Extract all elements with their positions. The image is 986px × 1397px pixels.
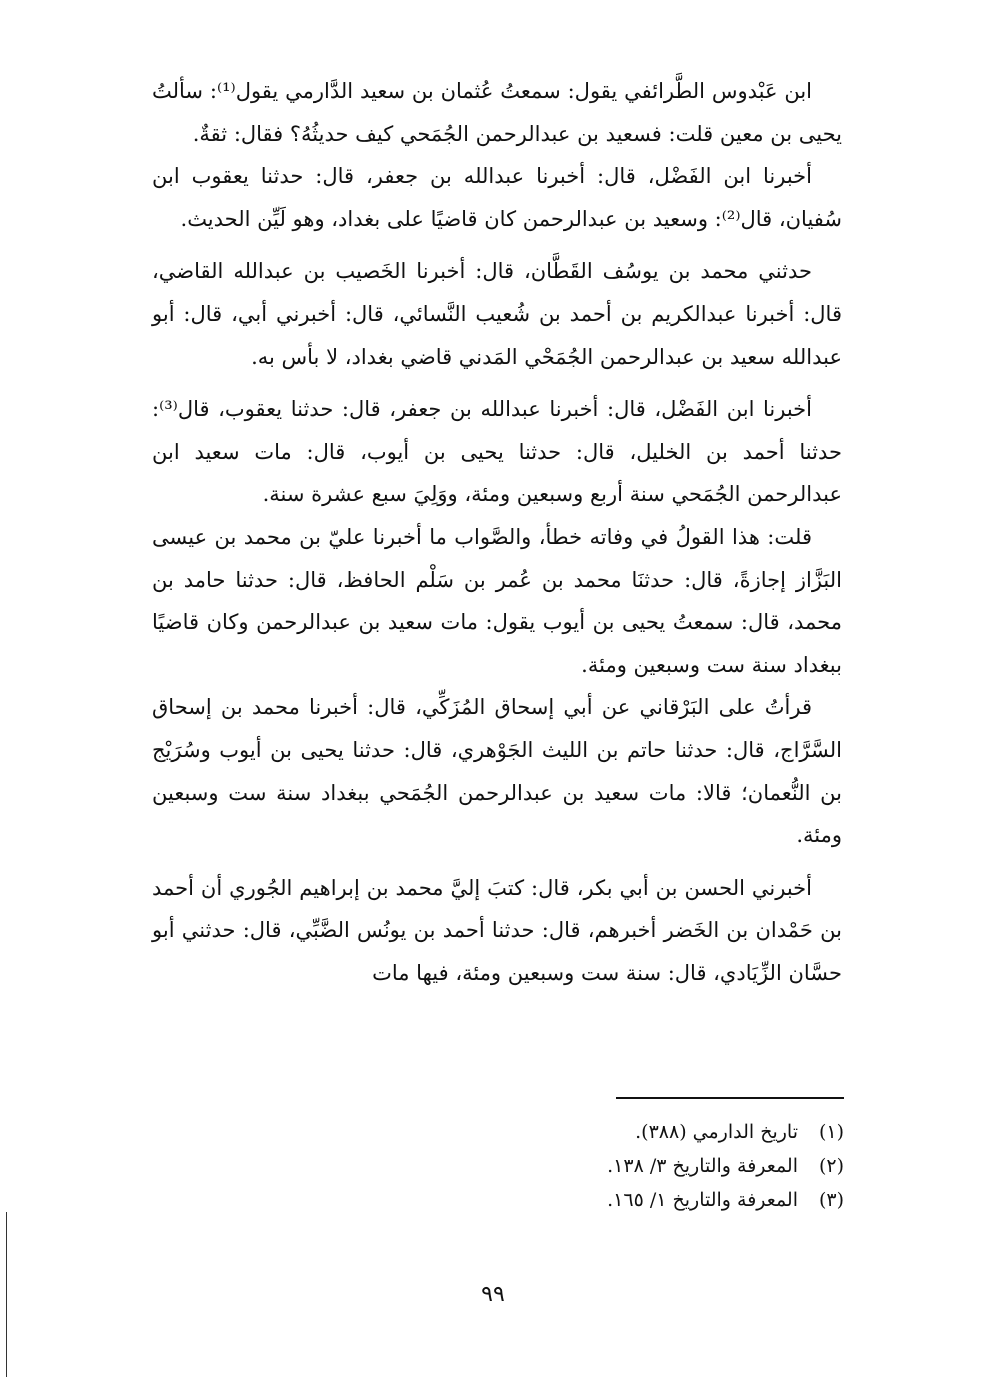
- footnote-number: (٢): [818, 1155, 844, 1177]
- footnote-text: تاريخ الدارمي (٣٨٨).: [635, 1121, 798, 1143]
- page-number: ٩٩: [481, 1282, 505, 1307]
- footnote-3: [400, 1183, 844, 1217]
- footnote-number: (١): [818, 1121, 844, 1143]
- paragraph-2: أخبرنا ابن الفَضْل، قال: أخبرنا عبدالله بن جعفر، قال: حدثنا يعقوب ابن سُفيان، قال⁽²⁾: وسعيد بن عبدالرحمن كان قاضيًا على بغداد، وهو لَيِّن الحديث.: [152, 164, 842, 231]
- footnote-divider: [616, 1097, 844, 1099]
- paragraph-3: حدثني محمد بن يوسُف القَطَّان، قال: أخبرنا الخَصيب بن عبدالله القاضي، قال: أخبرنا عبدالكريم بن أحمد بن شُعيب النَّسائي، قال: أخبرني أبي، قال: أبو عبدالله سعيد بن عبدالرحمن الجُمَحْي المَدني قاضي بغداد، لا بأس به.: [152, 259, 842, 369]
- footnote-1: [400, 1115, 844, 1149]
- main-text: [152, 70, 842, 994]
- paragraph-4: أخبرنا ابن الفَضْل، قال: أخبرنا عبدالله بن جعفر، قال: حدثنا يعقوب، قال⁽³⁾: حدثنا أحمد بن الخليل، قال: حدثنا يحيى بن أيوب، قال: مات سعيد ابن عبدالرحمن الجُمَحي سنة أربع وسبعين ومئة، ووَلِيَ سبع عشرة سنة.: [152, 397, 842, 507]
- paragraph-7: أخبرني الحسن بن أبي بكر، قال: كتبَ إليَّ محمد بن إبراهيم الجُوري أن أحمد بن حَمْدان بن الخَضر أخبرهم، قال: حدثنا أحمد بن يونُس الضَّبِّي، قال: حدثني أبو حسَّان الزِّيَادي، قال: سنة ست وسبعين ومئة، فيها مات: [152, 875, 842, 985]
- margin-line: [6, 1212, 7, 1377]
- paragraph-5: قلت: هذا القولُ في وفاته خطأ، والصَّواب ما أخبرنا عليّ بن محمد بن عيسى البَزَّاز إجازةً، قال: حدثنَا محمد بن عُمر بن سَلْم الحافظ، قال: حدثنا حامد بن محمد، قال: سمعتُ يحيى بن أيوب يقول: مات سعيد بن عبدالرحمن وكان قاضيًا ببغداد سنة ست وسبعين ومئة.: [152, 524, 842, 677]
- footnote-2: [400, 1149, 844, 1183]
- footnote-text: المعرفة والتاريخ ١/ ١٦٥.: [607, 1189, 798, 1211]
- footnotes: [400, 1115, 844, 1217]
- paragraph-6: قرأتُ على البَرْقاني عن أبي إسحاق المُزَكِّي، قال: أخبرنا محمد بن إسحاق السَّرَّاج، قال: حدثنا حاتم بن الليث الجَوْهري، قال: حدثنا يحيى بن أيوب وسُرَيْج بن النُّعمان؛ قالا: مات سعيد بن عبدالرحمن الجُمَحي ببغداد سنة ست وسبعين ومئة.: [152, 695, 842, 848]
- footnote-text: المعرفة والتاريخ ٣/ ١٣٨.: [607, 1155, 798, 1177]
- paragraph-1: ابن عَبْدوس الطَّرائفي يقول: سمعتُ عُثمان بن سعيد الدَّارمي يقول⁽¹⁾: سألتُ يحيى بن معين قلت: فسعيد بن عبدالرحمن الجُمَحي كيف حديثُهُ؟ فقال: ثقةٌ.: [152, 79, 842, 146]
- footnote-number: (٣): [818, 1189, 844, 1211]
